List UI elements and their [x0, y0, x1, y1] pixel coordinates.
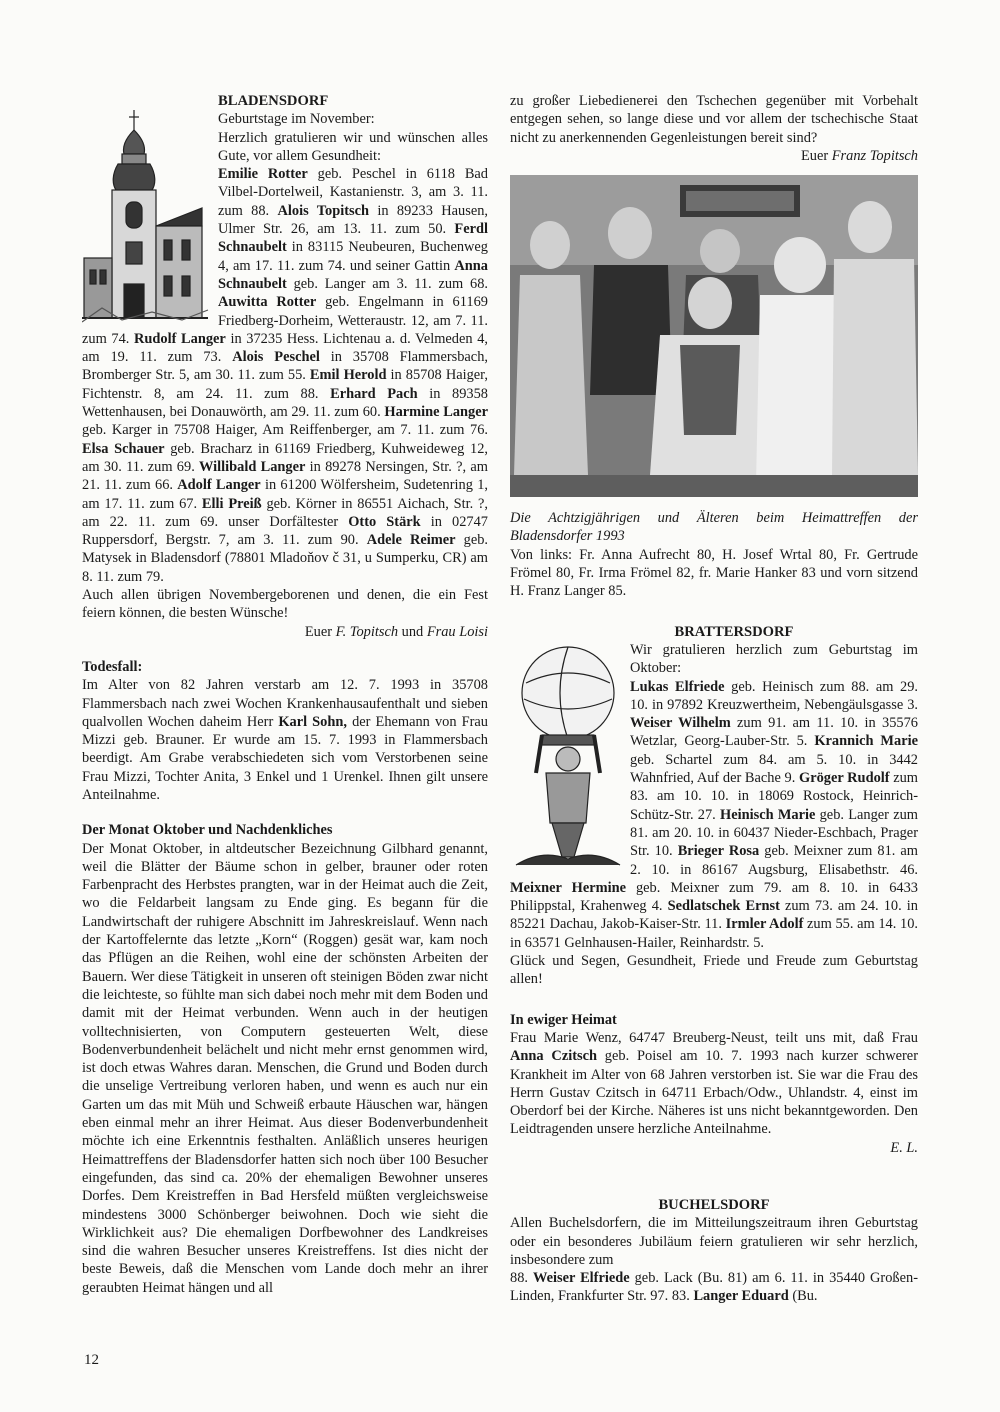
birthday-name: Adele Reimer	[366, 532, 456, 549]
page-number: 12	[84, 1352, 99, 1368]
birthday-text: geb. Körner in 86551 Aichach, Str. ?, am 22. 11. zum 69. unser Dorfältester	[82, 495, 489, 530]
signature-prefix: Euer	[801, 147, 832, 164]
birthday-text: zum 55. am 14. 10. in 63571 Gelnhausen-Hailer, Reinhardstr. 5.	[510, 916, 918, 951]
photo-description: Von links: Fr. Anna Aufrecht 80, H. Josef Wrtal 80, Fr. Gertrude Frömel 80, Fr. Irma Frömel 82, fr. Marie Hanker 83 und vorn sitzend H. Franz Langer 85.	[510, 546, 918, 600]
birthday-text: in 89233 Hausen, Ulmer Str. 26, am 13. 11. zum 50.	[218, 202, 489, 238]
ewiger-text	[510, 1029, 918, 1139]
birthday-text: geb. Engelmann in 61169 Friedberg-Dorheim, Wetteraustr. 12, am 7. 11. zum 74.	[82, 294, 488, 347]
birthday-text: geb. Bracharz in 61169 Friedberg, Kuhweideweg 12, am 30. 11. zum 69.	[82, 440, 488, 475]
left-column	[82, 92, 488, 1297]
bladensdorf-line-2: Herzlich gratulieren wir und wünschen alles Gute, vor allem Gesundheit:	[218, 129, 488, 164]
birthday-name: Emil Herold	[309, 367, 387, 384]
signature-name: Franz Topitsch	[831, 147, 918, 164]
bladensdorf-closing: Auch allen übrigen Novembergeborenen und denen, die ein Fest feiern können, die besten Wünsche!	[82, 587, 488, 622]
birthday-text: geb. Matysek in Bladensdorf (78801 Mladoňov č 31, u Sumperku, CR) am 8. 11. zum 79.	[82, 532, 488, 585]
birthday-name: Heinisch Marie	[720, 806, 816, 823]
signature-prefix: Euer	[304, 623, 336, 640]
signature-name: Frau Loisi	[426, 623, 488, 640]
todesfall-text-2: der Ehemann von Frau Mizzi geb. Brauner. Er wurde am 15. 7. 1993 in Flammersbach beerdigt. Am Grabe verabschiedeten sich vom Verstorbenen seine Frau Mizzi, Tochter Anita, 3 Enkel und 1 Urenkel. Ihnen gilt unsere Anteilnahme.	[82, 713, 489, 803]
monat-text: Der Monat Oktober, in altdeutscher Bezeichnung Gilbhard genannt, weil die Blätter der Bäume schon in gelber, brauner oder roten Farbenpracht des Herbstes prangten, war in der Heimat auch die Zeit, wo die Feldarbeit langsam zu Ende ging. Es begann für die Landwirtschaft der ruhigere Abschnitt im Jahreskreislauf. Wenn nach der Kartoffelernte das letzte „Korn“ (Roggen) gesät war, kam noch das Pflügen an die Reihen, wohl eine der schönsten Arbeiten der Bauern. Wer diese Tätigkeit in unseren oft steinigen Böden zwar nicht die leichteste, so fühlte man sich dabei noch mehr mit dem Boden und damit mit der Heimat verbunden. Wenn auch in der heutigen volltechnisierten, von Computern gesteuerten Welt, diese Bodenverbundenheit belächelt und nicht mehr ernst genommen wird, ist doch etwas Wahres daran. Menschen, die Grund und Boden durch die unselige Vertreibung verloren haben, und wenn es auch nur ein Garten um das mit Müh und Schweiß erbaute Häuschen war, hängen eben einmal mehr an ihrer Heimat. Aus dieser Bodenverbundenheit möchte ich eine Erkenntnis festhalten. Anläßlich unseres heurigen Heimattreffens der Bladensdorfer hatten sich noch über 100 Besucher eingefunden, das sind ca. 20% der ehemaligen Bewohner unseres Dorfes. Dem Kreistreffen in Bad Hersfeld müßten vergleichsweise mindestens 3000 Schönberger beiwohnen. Doch wie sieht die Wirklichkeit aus? Die ehemaligen Dorfbewohner des Landkreises sind die wahren Besucher unseres Kreistreffens. Ist dies nicht der beste Beweis, daß die Menschen vom Lande doch mehr an ihrer geraubten Heimat hängen und all	[82, 840, 488, 1296]
birthday-name: Otto Stärk	[348, 513, 421, 530]
birthday-name: Anna Schnaubelt	[218, 257, 488, 292]
right-column	[510, 92, 918, 1306]
bladensdorf-line-1: Geburtstage im November:	[218, 111, 375, 128]
birthday-text: geb. Langer am 3. 11. zum 68.	[286, 275, 488, 292]
birthday-name: Auwitta Rotter	[218, 294, 317, 311]
birthday-text: geb. Meixner zum 79. am 8. 10. in 6433 Philippstal, Krahenweg 4.	[510, 879, 918, 915]
birthday-name: Irmler Adolf	[725, 916, 804, 933]
photo-caption: Die Achtzigjährigen und Älteren beim Heimattreffen der Bladensdorfer 1993	[510, 510, 918, 545]
continuation-signature	[510, 147, 918, 165]
signature-name: E. L.	[890, 1139, 918, 1156]
birthday-text: in 89278 Nersingen, Str. ?, am 21. 11. zum 66.	[82, 458, 488, 494]
birthday-name: Rudolf Langer	[134, 330, 226, 347]
birthday-text: geb. Lack (Bu. 81) am 6. 11. in 35440 Großen-Linden, Frankfurter Str. 97. 83.	[510, 1270, 918, 1305]
birthday-text: in 85708 Haiger, Fichtenstr. 8, am 24. 11. zum 88.	[82, 367, 488, 402]
church-icon	[82, 108, 210, 323]
brattersdorf-intro: Wir gratulieren herzlich zum Geburtstag im Oktober:	[630, 641, 918, 677]
buchelsdorf-line	[510, 1269, 918, 1306]
birthday-text: zum 83. am 10. 10. in 18069 Rostock, Heinrich-Schütz-Str. 27.	[630, 770, 919, 823]
todesfall-name: Karl Sohn,	[278, 713, 347, 730]
birthday-name: Elli Preiß	[201, 495, 262, 512]
church-illustration	[82, 108, 210, 323]
birthday-name: Sedlatschek Ernst	[667, 898, 780, 915]
birthday-text: zum 91. am 11. 10. in 35576 Wetzlar, Georg-Lauber-Str. 5.	[630, 715, 918, 750]
signature-name: F. Topitsch	[335, 623, 399, 640]
statue-illustration	[512, 643, 624, 871]
atlas-statue-icon	[512, 643, 624, 871]
birthday-text: (Bu.	[788, 1288, 818, 1305]
birthday-name: Elsa Schauer	[82, 440, 165, 457]
birthday-name: Gröger Rudolf	[799, 770, 890, 787]
birthday-name: Erhard Pach	[330, 385, 418, 402]
birthday-name: Langer Eduard	[693, 1288, 789, 1305]
birthday-name: Alois Topitsch	[277, 202, 370, 219]
birthday-text: geb. Schartel zum 84. am 5. 10. in 3442 Wahnfried, Auf der Bache 9.	[630, 751, 918, 787]
birthday-name: Brieger Rosa	[677, 843, 760, 860]
group-photo-icon	[510, 175, 918, 497]
todesfall-text-1: Im Alter von 82 Jahren verstarb am 12. 7. 1993 in 35708 Flammersbach nach zwei Wochen Krankenhausaufenthalt und sieben qualvollen Wochen daheim Herr	[82, 677, 488, 730]
birthday-text: in 02747 Ruppersdorf, Bergstr. 7, am 3. 11. zum 90.	[82, 513, 488, 549]
buchelsdorf-title: BUCHELSDORF	[658, 1196, 770, 1213]
birthday-name: Lukas Elfriede	[630, 678, 725, 695]
todesfall-title: Todesfall:	[82, 658, 143, 675]
birthday-text: geb. Karger in 75708 Haiger, Am Reiffenberger, am 7. 11. zum 76.	[82, 422, 488, 439]
buchelsdorf-intro: Allen Buchelsdorfern, die im Mitteilungszeitraum ihren Geburtstag oder ein besonderes Jubiläum feiern gratulieren wir sehr herzlich, insbesondere zum	[510, 1215, 918, 1268]
birthday-name: Meixner Hermine	[510, 879, 626, 896]
birthday-text: in 83115 Neubeuren, Buchenweg 4, am 17. 11. zum 74. und seiner Gattin	[218, 239, 488, 274]
birthday-text: geb. Langer zum 81. am 20. 10. in 60437 Nieder-Eschbach, Prager Str. 10.	[630, 806, 918, 860]
birthday-name: Weiser Elfriede	[532, 1270, 630, 1287]
birthday-name: Weiser Wilhelm	[630, 715, 731, 732]
birthday-text: zum 73. am 24. 10. in 85221 Dachau, Jakob-Kaiser-Str. 11.	[510, 898, 918, 933]
birthday-name: Emilie Rotter	[218, 166, 308, 183]
birthday-name: Krannich Marie	[814, 733, 918, 750]
ewiger-title: In ewiger Heimat	[510, 1011, 617, 1028]
birthday-name: Harmine Langer	[384, 404, 488, 421]
ewiger-text-2: geb. Poisel am 10. 7. 1993 nach kurzer schwerer Krankheit im Alter von 68 Jahren verstorben ist. Sie war die Frau des Herrn Gustav Czitsch in 64711 Erbach/Odw., Uhlandstr. 4, einst im Oberdorf bei der Kirche. Näheres ist uns nicht bekanntgeworden. Den Leidtragenden unsere herzliche Anteilnahme.	[510, 1048, 918, 1138]
todesfall-text	[82, 676, 488, 804]
birthday-text: geb. Heinisch zum 88. am 29. 10. in 97892 Kreuzwertheim, Nebengäulsgasse 3.	[630, 678, 918, 713]
bladensdorf-signature	[82, 623, 488, 641]
ewiger-text-1: Frau Marie Wenz, 64747 Breuberg-Neust, teilt uns mit, daß Frau	[510, 1029, 918, 1046]
birthday-name: Alois Peschel	[232, 349, 320, 366]
birthday-text: geb. Peschel in 6118 Bad Vilbel-Dortelweil, Kastanienstr. 3, am 3. 11. zum 88.	[218, 166, 489, 219]
brattersdorf-closing: Glück und Segen, Gesundheit, Friede und Freude zum Geburtstag allen!	[510, 953, 918, 988]
signature-and: und	[398, 623, 427, 640]
birthday-text: in 89358 Wettenhausen, bei Donauwörth, am 29. 11. zum 60.	[82, 385, 488, 421]
bladensdorf-title: BLADENSDORF	[218, 93, 329, 109]
ewiger-signature	[510, 1139, 918, 1157]
birthday-name: Adolf Langer	[177, 477, 261, 494]
continuation-text: zu großer Liebedienerei den Tschechen gegenüber mit Vorbehalt entgegen sehen, so lange diese und vor allem der tschechische Staat nicht zu anerkennenden Gegenleistungen bereit sind?	[510, 93, 918, 146]
birthday-text: in 37235 Hess. Lichtenau a. d. Velmeden 4, am 19. 11. zum 73.	[82, 330, 489, 366]
birthday-text: in 61200 Wölfersheim, Sudetenring 1, am 17. 11. zum 67.	[82, 477, 488, 512]
birthday-name: Willibald Langer	[199, 458, 306, 475]
monat-title: Der Monat Oktober und Nachdenkliches	[82, 822, 333, 839]
group-photo	[510, 175, 918, 497]
birthday-text: in 35708 Flammersbach, Bromberger Str. 5, am 30. 11. zum 55.	[82, 349, 488, 384]
ewiger-name: Anna Czitsch	[510, 1048, 597, 1065]
birthday-text: geb. Meixner zum 81. am 2. 10. in 86167 Augsburg, Elisabethstr. 46.	[630, 843, 918, 878]
birthday-name: Ferdl Schnaubelt	[218, 221, 488, 256]
buchelsdorf-prefix: 88.	[510, 1270, 533, 1287]
brattersdorf-title: BRATTERSDORF	[674, 623, 794, 640]
